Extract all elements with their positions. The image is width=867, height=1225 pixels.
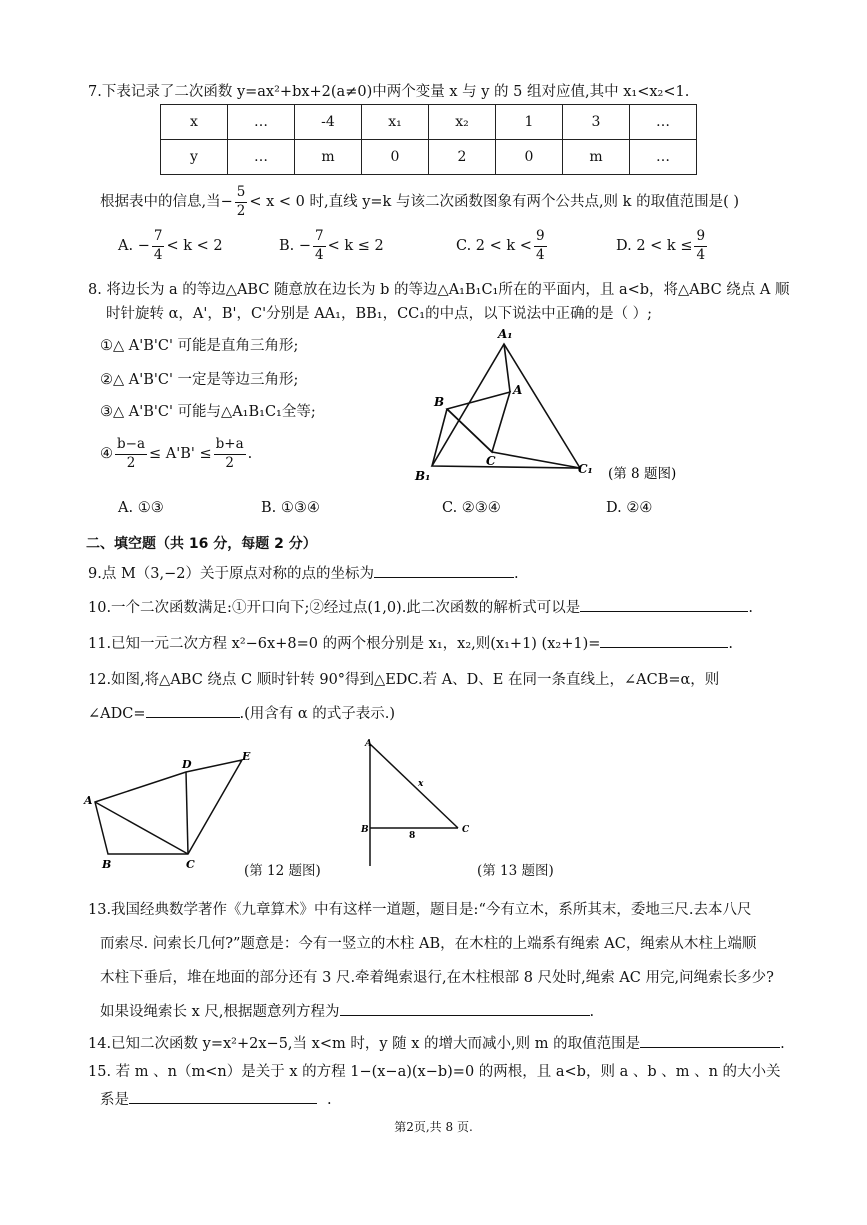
period: . xyxy=(748,600,753,616)
page-footer: 第2页,共 8 页. xyxy=(394,1120,473,1134)
label-a: A xyxy=(365,739,372,749)
minus-sign: − xyxy=(137,238,150,254)
q7-option-c[interactable] xyxy=(456,230,549,262)
label-c: C xyxy=(462,825,470,835)
circled-four: ④ xyxy=(100,446,113,462)
q12-caption: (第 12 题图) xyxy=(244,863,321,879)
q12-line2-pre: ∠ADC= xyxy=(88,706,146,722)
q13-line4-text: 如果设绳索长 x 尺,根据题意列方程为 xyxy=(100,1004,340,1020)
option-label: C. xyxy=(456,238,472,254)
denominator: 2 xyxy=(126,454,136,471)
table-cell: x xyxy=(161,105,228,140)
table-cell: 0 xyxy=(362,140,429,175)
q12-line2 xyxy=(88,702,395,723)
q7-stem: 7.下表记录了二次函数 y=ax²+bx+2(a≠0)中两个变量 x 与 y 的 5 组对应值,其中 x₁<x₂<1. xyxy=(88,84,690,100)
q13-line2: 而索尽. 问索长几何?”题意是：今有一竖立的木柱 AB，在木柱的上端系有绳索 AC，绳索从木柱上端顺 xyxy=(100,936,757,952)
option-text: 2 < k ≤ xyxy=(636,238,693,254)
q10-text: 10.一个二次函数满足:①开口向下;②经过点(1,0).此二次函数的解析式可以是 xyxy=(88,600,581,616)
q9-text: 9.点 M（3,−2）关于原点对称的点的坐标为 xyxy=(88,566,374,582)
fraction xyxy=(534,230,547,262)
q9 xyxy=(88,562,519,583)
q7-option-d[interactable] xyxy=(616,230,709,262)
table-cell: m xyxy=(563,140,630,175)
fraction xyxy=(694,230,707,262)
table-cell: y xyxy=(161,140,228,175)
label-b: B xyxy=(361,825,369,835)
fraction xyxy=(235,186,248,218)
q12-figure xyxy=(80,748,280,873)
option-label: A. xyxy=(118,238,134,254)
q15-line1: 15. 若 m 、n（m<n）是关于 x 的方程 1−(x−a)(x−b)=0 的两根，且 a<b，则 a 、b 、m 、n 的大小关 xyxy=(88,1064,781,1080)
denominator: 4 xyxy=(315,246,324,263)
option-text: < k < 2 xyxy=(166,238,223,254)
answer-blank[interactable] xyxy=(146,703,240,718)
answer-blank[interactable] xyxy=(340,1001,590,1016)
label-b: B xyxy=(434,395,445,409)
q7-condition-b: < x < 0 时,直线 y=k 与该二次函数图象有两个公共点,则 k 的取值范围是( ) xyxy=(249,194,739,210)
label-a: A xyxy=(513,383,523,397)
numerator: 9 xyxy=(694,230,707,247)
triangle-abc xyxy=(447,392,510,452)
table-cell: … xyxy=(228,140,295,175)
label-c1: C₁ xyxy=(578,462,593,476)
table-cell: … xyxy=(228,105,295,140)
period: . xyxy=(247,446,253,462)
table-cell: … xyxy=(630,140,697,175)
q8-line1: 8. 将边长为 a 的等边△ABC 随意放在边长为 b 的等边△A₁B₁C₁所在的平面内，且 a<b，将△ABC 绕点 A 顺 xyxy=(88,282,790,298)
q8-option-a[interactable]: A. ①③ xyxy=(118,500,164,516)
q7-condition-a: 根据表中的信息,当 xyxy=(100,194,221,210)
answer-blank[interactable] xyxy=(129,1089,317,1104)
table-cell: 2 xyxy=(429,140,496,175)
q8-line2: 时针旋转 α，A'，B'，C'分别是 AA₁，BB₁，CC₁的中点，以下说法中正确的是（ ）; xyxy=(106,306,653,322)
table-cell: -4 xyxy=(295,105,362,140)
q8-statement-2: ②△ A'B'C' 一定是等边三角形; xyxy=(100,372,299,388)
period: . xyxy=(589,1004,595,1020)
fraction xyxy=(313,230,326,262)
q13-caption: (第 13 题图) xyxy=(477,863,554,879)
period: . xyxy=(327,1092,332,1108)
denominator: 4 xyxy=(696,246,706,263)
q11-text: 11.已知一元二次方程 x²−6x+8=0 的两个根分别是 x₁，x₂,则(x₁+1) (x₂+1)= xyxy=(88,636,601,652)
period: . xyxy=(780,1036,785,1052)
q14-text: 14.已知二次函数 y=x²+2x−5,当 x<m 时，y 随 x 的增大而减小,则 m 的取值范围是 xyxy=(88,1036,641,1052)
answer-blank[interactable] xyxy=(640,1033,780,1048)
fraction xyxy=(115,438,147,470)
period: . xyxy=(514,566,519,582)
table-cell: x₁ xyxy=(362,105,429,140)
option-text: 2 < k < xyxy=(475,238,532,254)
q10 xyxy=(88,596,753,617)
rope-ac xyxy=(370,744,458,828)
answer-blank[interactable] xyxy=(600,633,728,648)
minus-sign: − xyxy=(298,238,312,254)
table-row xyxy=(161,140,697,175)
option-label: B. xyxy=(279,238,295,254)
option-text: < k ≤ 2 xyxy=(327,238,384,254)
q8-option-b[interactable]: B. ①③④ xyxy=(261,500,320,516)
q13-line3: 木柱下垂后，堆在地面的部分还有 3 尺.牵着绳索退行,在木柱根部 8 尺处时,绳索 AC 用完,问绳索长多少? xyxy=(100,970,774,986)
answer-blank[interactable] xyxy=(580,597,748,612)
denominator: 2 xyxy=(236,202,246,219)
label-e: E xyxy=(242,750,251,763)
label-b1: B₁ xyxy=(415,469,431,483)
q7-option-a[interactable] xyxy=(118,230,223,262)
segment-bb1 xyxy=(432,409,447,466)
denominator: 4 xyxy=(153,246,163,263)
label-c: C xyxy=(486,454,496,468)
label-a: A xyxy=(84,794,93,807)
q13-line1: 13.我国经典数学著作《九章算术》中有这样一道题，题目是:“今有立木，系所其末，委地三尺.去本八尺 xyxy=(88,902,752,918)
table-cell: … xyxy=(630,105,697,140)
q12-line1: 12.如图,将△ABC 绕点 C 顺时针转 90°得到△EDC.若 A、D、E 在同一条直线上，∠ACB=α，则 xyxy=(88,672,720,688)
table-cell: m xyxy=(295,140,362,175)
table-cell: 3 xyxy=(563,105,630,140)
label-d: D xyxy=(182,758,192,771)
label-a1: A₁ xyxy=(498,327,513,341)
minus-sign: − xyxy=(220,194,233,210)
answer-blank[interactable] xyxy=(374,563,514,578)
q8-option-d[interactable]: D. ②④ xyxy=(606,500,653,516)
segment-ac xyxy=(95,802,188,854)
segment-dc xyxy=(186,772,188,854)
q8-figure xyxy=(410,326,700,491)
q7-condition xyxy=(100,186,739,218)
q11 xyxy=(88,632,733,653)
q15-line2 xyxy=(100,1088,332,1109)
denominator: 4 xyxy=(535,246,545,263)
numerator: 7 xyxy=(152,230,165,247)
q13-figure xyxy=(355,738,485,870)
numerator: 7 xyxy=(313,230,326,247)
section-title: 二、填空题（共 16 分，每题 2 分） xyxy=(86,536,317,552)
denominator: 2 xyxy=(225,454,234,471)
q8-option-c[interactable]: C. ②③④ xyxy=(442,500,501,516)
label-c: C xyxy=(186,858,195,871)
inequality-middle: ≤ A'B' ≤ xyxy=(149,446,212,462)
numerator: 9 xyxy=(534,230,547,247)
numerator: b−a xyxy=(115,438,147,455)
q7-value-table xyxy=(160,104,697,175)
segment-cc1 xyxy=(492,452,580,468)
figure-caption: (第 8 题图) xyxy=(608,466,677,482)
label-x: x xyxy=(418,779,424,789)
q8-statement-4 xyxy=(100,438,252,470)
q7-option-b[interactable] xyxy=(279,230,384,262)
fraction xyxy=(214,438,246,470)
table-cell: 1 xyxy=(496,105,563,140)
numerator: 5 xyxy=(235,186,248,203)
q8-statement-3: ③△ A'B'C' 可能与△A₁B₁C₁全等; xyxy=(100,404,316,420)
period: . xyxy=(728,636,733,652)
q13-line4 xyxy=(100,1000,594,1021)
q12-line2-post: .(用含有 α 的式子表示.) xyxy=(239,706,396,722)
label-eight: 8 xyxy=(409,831,416,841)
fraction xyxy=(152,230,165,262)
table-cell: 0 xyxy=(496,140,563,175)
option-label: D. xyxy=(616,238,632,254)
q14 xyxy=(88,1032,785,1053)
numerator: b+a xyxy=(214,438,246,455)
table-cell: x₂ xyxy=(429,105,496,140)
label-b: B xyxy=(102,858,112,871)
q15-line2-pre: 系是 xyxy=(100,1092,129,1108)
q8-statement-1: ①△ A'B'C' 可能是直角三角形; xyxy=(100,338,299,354)
table-row xyxy=(161,105,697,140)
figure-outline xyxy=(95,760,242,854)
